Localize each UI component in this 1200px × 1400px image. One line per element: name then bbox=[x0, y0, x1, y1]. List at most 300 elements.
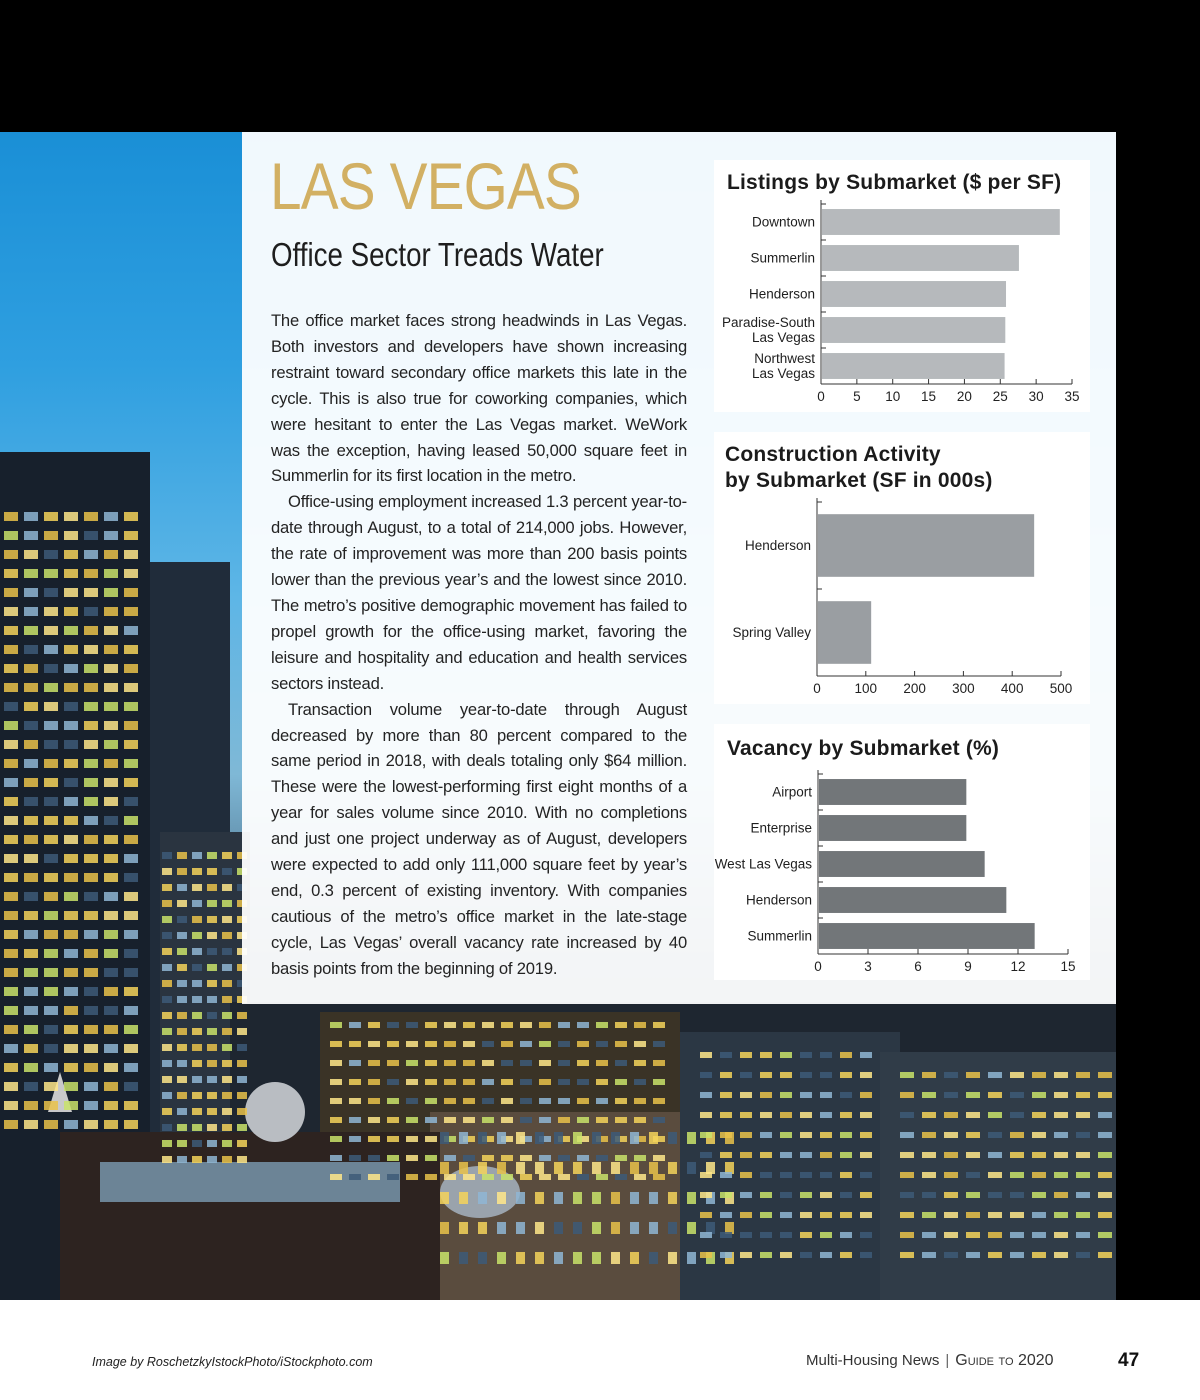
vacancy-chart-plot bbox=[714, 724, 1090, 980]
window-light bbox=[922, 1192, 936, 1198]
window-light bbox=[44, 968, 58, 977]
window-light bbox=[349, 1174, 361, 1180]
window-light bbox=[944, 1072, 958, 1078]
window-light bbox=[966, 1152, 980, 1158]
window-light bbox=[4, 873, 18, 882]
window-light bbox=[104, 721, 118, 730]
x-tick-label: 500 bbox=[1049, 681, 1073, 696]
window-light bbox=[840, 1072, 852, 1078]
window-light bbox=[44, 550, 58, 559]
window-light bbox=[596, 1079, 608, 1085]
window-light bbox=[24, 702, 38, 711]
window-light bbox=[1098, 1132, 1112, 1138]
window-light bbox=[104, 702, 118, 711]
window-light bbox=[177, 1076, 187, 1083]
window-light bbox=[922, 1212, 936, 1218]
window-light bbox=[24, 550, 38, 559]
window-light bbox=[463, 1079, 475, 1085]
window-light bbox=[104, 892, 118, 901]
window-light bbox=[4, 1082, 18, 1091]
window-light bbox=[387, 1117, 399, 1123]
window-light bbox=[104, 645, 118, 654]
window-light bbox=[800, 1112, 812, 1118]
window-light bbox=[192, 1140, 202, 1147]
window-light bbox=[573, 1162, 582, 1174]
window-light bbox=[24, 759, 38, 768]
window-light bbox=[349, 1155, 361, 1161]
window-light bbox=[84, 531, 98, 540]
window-light bbox=[330, 1098, 342, 1104]
window-light bbox=[501, 1098, 513, 1104]
window-light bbox=[988, 1212, 1002, 1218]
window-light bbox=[124, 949, 138, 958]
window-light bbox=[406, 1174, 418, 1180]
window-light bbox=[554, 1162, 563, 1174]
window-light bbox=[820, 1152, 832, 1158]
category-label: Las Vegas bbox=[751, 366, 815, 382]
window-light bbox=[535, 1192, 544, 1204]
window-light bbox=[44, 835, 58, 844]
window-light bbox=[615, 1060, 627, 1066]
window-light bbox=[634, 1060, 646, 1066]
window-light bbox=[700, 1072, 712, 1078]
window-light bbox=[478, 1192, 487, 1204]
window-light bbox=[207, 1076, 217, 1083]
window-light bbox=[1054, 1172, 1068, 1178]
window-light bbox=[520, 1060, 532, 1066]
window-light bbox=[444, 1174, 456, 1180]
window-light bbox=[501, 1174, 513, 1180]
window-light bbox=[944, 1172, 958, 1178]
window-light bbox=[1098, 1252, 1112, 1258]
window-light bbox=[4, 607, 18, 616]
window-light bbox=[162, 1028, 172, 1035]
window-light bbox=[760, 1212, 772, 1218]
window-light bbox=[349, 1136, 361, 1142]
window-light bbox=[463, 1022, 475, 1028]
window-light bbox=[207, 868, 217, 875]
window-light bbox=[64, 1044, 78, 1053]
window-light bbox=[124, 873, 138, 882]
window-light bbox=[192, 980, 202, 987]
window-light bbox=[192, 1044, 202, 1051]
window-light bbox=[592, 1252, 601, 1264]
window-light bbox=[922, 1132, 936, 1138]
window-light bbox=[237, 1140, 247, 1147]
window-light bbox=[4, 968, 18, 977]
window-light bbox=[820, 1252, 832, 1258]
window-light bbox=[44, 1101, 58, 1110]
window-light bbox=[64, 873, 78, 882]
window-light bbox=[222, 1140, 232, 1147]
window-light bbox=[177, 1044, 187, 1051]
window-light bbox=[482, 1098, 494, 1104]
window-light bbox=[4, 1120, 18, 1129]
window-light bbox=[922, 1092, 936, 1098]
vacancy-chart bbox=[714, 724, 1090, 980]
window-light bbox=[84, 1101, 98, 1110]
window-light bbox=[988, 1252, 1002, 1258]
window-light bbox=[387, 1174, 399, 1180]
window-light bbox=[653, 1079, 665, 1085]
window-light bbox=[615, 1041, 627, 1047]
bar bbox=[819, 851, 985, 877]
window-light bbox=[222, 1044, 232, 1051]
window-light bbox=[440, 1252, 449, 1264]
window-light bbox=[84, 759, 98, 768]
window-light bbox=[634, 1155, 646, 1161]
window-light bbox=[44, 797, 58, 806]
window-light bbox=[501, 1155, 513, 1161]
window-light bbox=[349, 1117, 361, 1123]
window-light bbox=[104, 854, 118, 863]
window-light bbox=[44, 683, 58, 692]
window-light bbox=[944, 1152, 958, 1158]
window-light bbox=[558, 1174, 570, 1180]
window-light bbox=[64, 1063, 78, 1072]
window-light bbox=[860, 1152, 872, 1158]
window-light bbox=[516, 1192, 525, 1204]
window-light bbox=[124, 607, 138, 616]
window-light bbox=[104, 1025, 118, 1034]
window-light bbox=[988, 1112, 1002, 1118]
window-light bbox=[1054, 1212, 1068, 1218]
window-light bbox=[1010, 1212, 1024, 1218]
window-light bbox=[780, 1052, 792, 1058]
window-light bbox=[330, 1060, 342, 1066]
window-light bbox=[425, 1174, 437, 1180]
window-light bbox=[760, 1052, 772, 1058]
category-label: Downtown bbox=[751, 214, 815, 230]
window-light bbox=[207, 1108, 217, 1115]
window-light bbox=[425, 1117, 437, 1123]
window-light bbox=[124, 987, 138, 996]
window-light bbox=[780, 1192, 792, 1198]
window-light bbox=[44, 759, 58, 768]
window-light bbox=[720, 1092, 732, 1098]
window-light bbox=[800, 1252, 812, 1258]
window-light bbox=[104, 626, 118, 635]
window-light bbox=[459, 1132, 468, 1144]
window-light bbox=[406, 1079, 418, 1085]
window-light bbox=[84, 1120, 98, 1129]
window-light bbox=[444, 1022, 456, 1028]
window-light bbox=[554, 1132, 563, 1144]
window-light bbox=[222, 996, 232, 1003]
window-light bbox=[24, 740, 38, 749]
window-light bbox=[44, 1006, 58, 1015]
window-light bbox=[740, 1132, 752, 1138]
window-light bbox=[124, 683, 138, 692]
window-light bbox=[1054, 1092, 1068, 1098]
window-light bbox=[124, 816, 138, 825]
window-light bbox=[1010, 1072, 1024, 1078]
window-light bbox=[1054, 1192, 1068, 1198]
window-light bbox=[177, 1140, 187, 1147]
window-light bbox=[459, 1252, 468, 1264]
bar bbox=[822, 281, 1006, 307]
window-light bbox=[162, 852, 172, 859]
window-light bbox=[740, 1152, 752, 1158]
window-light bbox=[104, 531, 118, 540]
window-light bbox=[630, 1132, 639, 1144]
window-light bbox=[349, 1060, 361, 1066]
window-light bbox=[780, 1232, 792, 1238]
window-light bbox=[64, 1101, 78, 1110]
window-light bbox=[800, 1132, 812, 1138]
window-light bbox=[1032, 1212, 1046, 1218]
window-light bbox=[222, 1028, 232, 1035]
window-light bbox=[177, 1060, 187, 1067]
window-light bbox=[700, 1212, 712, 1218]
window-light bbox=[463, 1155, 475, 1161]
window-light bbox=[573, 1252, 582, 1264]
window-light bbox=[634, 1041, 646, 1047]
window-light bbox=[1010, 1172, 1024, 1178]
window-light bbox=[573, 1192, 582, 1204]
window-light bbox=[720, 1112, 732, 1118]
window-light bbox=[520, 1174, 532, 1180]
window-light bbox=[860, 1072, 872, 1078]
window-light bbox=[104, 1101, 118, 1110]
window-light bbox=[444, 1041, 456, 1047]
window-light bbox=[192, 1156, 202, 1163]
window-light bbox=[539, 1117, 551, 1123]
page-number: 47 bbox=[1118, 1350, 1140, 1371]
window-light bbox=[653, 1174, 665, 1180]
window-light bbox=[740, 1232, 752, 1238]
window-light bbox=[634, 1174, 646, 1180]
window-light bbox=[482, 1155, 494, 1161]
window-light bbox=[330, 1117, 342, 1123]
category-label: Las Vegas bbox=[751, 330, 815, 346]
window-light bbox=[162, 1044, 172, 1051]
window-light bbox=[966, 1092, 980, 1098]
window-light bbox=[820, 1212, 832, 1218]
window-light bbox=[860, 1192, 872, 1198]
window-light bbox=[497, 1162, 506, 1174]
window-light bbox=[162, 1140, 172, 1147]
window-light bbox=[84, 1044, 98, 1053]
window-light bbox=[44, 512, 58, 521]
window-light bbox=[425, 1041, 437, 1047]
window-light bbox=[1098, 1192, 1112, 1198]
window-light bbox=[497, 1222, 506, 1234]
listings-chart-plot bbox=[714, 160, 1090, 412]
window-light bbox=[104, 930, 118, 939]
window-light bbox=[349, 1022, 361, 1028]
window-light bbox=[634, 1117, 646, 1123]
window-light bbox=[820, 1172, 832, 1178]
window-light bbox=[700, 1232, 712, 1238]
window-light bbox=[124, 1082, 138, 1091]
window-light bbox=[966, 1132, 980, 1138]
window-light bbox=[64, 816, 78, 825]
window-light bbox=[368, 1155, 380, 1161]
window-light bbox=[104, 569, 118, 578]
window-light bbox=[1010, 1092, 1024, 1098]
window-light bbox=[222, 1124, 232, 1131]
window-light bbox=[237, 1028, 247, 1035]
window-light bbox=[84, 1006, 98, 1015]
window-light bbox=[1076, 1212, 1090, 1218]
window-light bbox=[4, 683, 18, 692]
window-light bbox=[124, 797, 138, 806]
window-light bbox=[222, 868, 232, 875]
window-light bbox=[1010, 1232, 1024, 1238]
window-light bbox=[860, 1112, 872, 1118]
window-light bbox=[4, 759, 18, 768]
window-light bbox=[4, 797, 18, 806]
window-light bbox=[64, 721, 78, 730]
window-light bbox=[24, 588, 38, 597]
window-light bbox=[596, 1041, 608, 1047]
window-light bbox=[124, 1025, 138, 1034]
window-light bbox=[740, 1212, 752, 1218]
window-light bbox=[192, 852, 202, 859]
window-light bbox=[84, 721, 98, 730]
bar bbox=[822, 317, 1005, 343]
window-light bbox=[820, 1132, 832, 1138]
window-light bbox=[162, 948, 172, 955]
window-light bbox=[596, 1174, 608, 1180]
category-label: Enterprise bbox=[750, 820, 812, 836]
window-light bbox=[387, 1155, 399, 1161]
window-light bbox=[24, 721, 38, 730]
window-light bbox=[478, 1252, 487, 1264]
window-light bbox=[24, 797, 38, 806]
window-light bbox=[84, 968, 98, 977]
window-light bbox=[1076, 1172, 1090, 1178]
window-light bbox=[24, 778, 38, 787]
window-light bbox=[1098, 1172, 1112, 1178]
window-light bbox=[840, 1172, 852, 1178]
article-body bbox=[271, 308, 687, 982]
window-light bbox=[64, 854, 78, 863]
window-light bbox=[922, 1172, 936, 1178]
x-tick-label: 9 bbox=[964, 959, 972, 974]
window-light bbox=[1032, 1172, 1046, 1178]
window-light bbox=[44, 1120, 58, 1129]
window-light bbox=[222, 932, 232, 939]
window-light bbox=[84, 1082, 98, 1091]
window-light bbox=[592, 1222, 601, 1234]
window-light bbox=[944, 1112, 958, 1118]
window-light bbox=[4, 1025, 18, 1034]
window-light bbox=[1010, 1192, 1024, 1198]
window-light bbox=[192, 948, 202, 955]
window-light bbox=[84, 854, 98, 863]
window-light bbox=[653, 1041, 665, 1047]
window-light bbox=[860, 1212, 872, 1218]
window-light bbox=[463, 1041, 475, 1047]
window-light bbox=[104, 740, 118, 749]
window-light bbox=[368, 1117, 380, 1123]
window-light bbox=[64, 949, 78, 958]
window-light bbox=[24, 949, 38, 958]
window-light bbox=[944, 1252, 958, 1258]
window-light bbox=[900, 1252, 914, 1258]
window-light bbox=[387, 1098, 399, 1104]
window-light bbox=[44, 778, 58, 787]
window-light bbox=[104, 1044, 118, 1053]
window-light bbox=[820, 1232, 832, 1238]
window-light bbox=[988, 1092, 1002, 1098]
window-light bbox=[634, 1079, 646, 1085]
window-light bbox=[1076, 1132, 1090, 1138]
window-light bbox=[124, 911, 138, 920]
window-light bbox=[124, 778, 138, 787]
window-light bbox=[84, 835, 98, 844]
window-light bbox=[720, 1072, 732, 1078]
window-light bbox=[207, 900, 217, 907]
window-light bbox=[1032, 1152, 1046, 1158]
window-light bbox=[4, 721, 18, 730]
listings-chart bbox=[714, 160, 1090, 412]
window-light bbox=[368, 1041, 380, 1047]
window-light bbox=[84, 645, 98, 654]
window-light bbox=[349, 1079, 361, 1085]
window-light bbox=[800, 1192, 812, 1198]
bar bbox=[818, 601, 871, 664]
window-light bbox=[860, 1172, 872, 1178]
window-light bbox=[124, 1063, 138, 1072]
window-light bbox=[162, 1060, 172, 1067]
window-light bbox=[237, 1060, 247, 1067]
window-light bbox=[482, 1117, 494, 1123]
window-light bbox=[222, 884, 232, 891]
window-light bbox=[4, 816, 18, 825]
window-light bbox=[104, 873, 118, 882]
window-light bbox=[944, 1212, 958, 1218]
window-light bbox=[1076, 1232, 1090, 1238]
window-light bbox=[24, 1063, 38, 1072]
window-light bbox=[124, 588, 138, 597]
window-light bbox=[700, 1172, 712, 1178]
window-light bbox=[1032, 1252, 1046, 1258]
window-light bbox=[44, 1082, 58, 1091]
window-light bbox=[368, 1060, 380, 1066]
window-light bbox=[330, 1174, 342, 1180]
window-light bbox=[64, 740, 78, 749]
window-light bbox=[222, 1076, 232, 1083]
window-light bbox=[192, 1108, 202, 1115]
window-light bbox=[596, 1155, 608, 1161]
window-light bbox=[207, 1156, 217, 1163]
window-light bbox=[497, 1192, 506, 1204]
window-light bbox=[406, 1155, 418, 1161]
window-light bbox=[4, 854, 18, 863]
article-subtitle: Office Sector Treads Water bbox=[271, 236, 604, 273]
window-light bbox=[162, 900, 172, 907]
window-light bbox=[192, 1060, 202, 1067]
window-light bbox=[554, 1222, 563, 1234]
window-light bbox=[64, 759, 78, 768]
bar bbox=[819, 887, 1006, 913]
window-light bbox=[104, 683, 118, 692]
window-light bbox=[64, 588, 78, 597]
window-light bbox=[988, 1192, 1002, 1198]
category-label: Paradise-South bbox=[721, 315, 815, 331]
window-light bbox=[478, 1162, 487, 1174]
window-light bbox=[649, 1222, 658, 1234]
window-light bbox=[84, 626, 98, 635]
window-light bbox=[800, 1152, 812, 1158]
window-light bbox=[44, 1044, 58, 1053]
window-light bbox=[780, 1072, 792, 1078]
window-light bbox=[720, 1212, 732, 1218]
window-light bbox=[501, 1060, 513, 1066]
